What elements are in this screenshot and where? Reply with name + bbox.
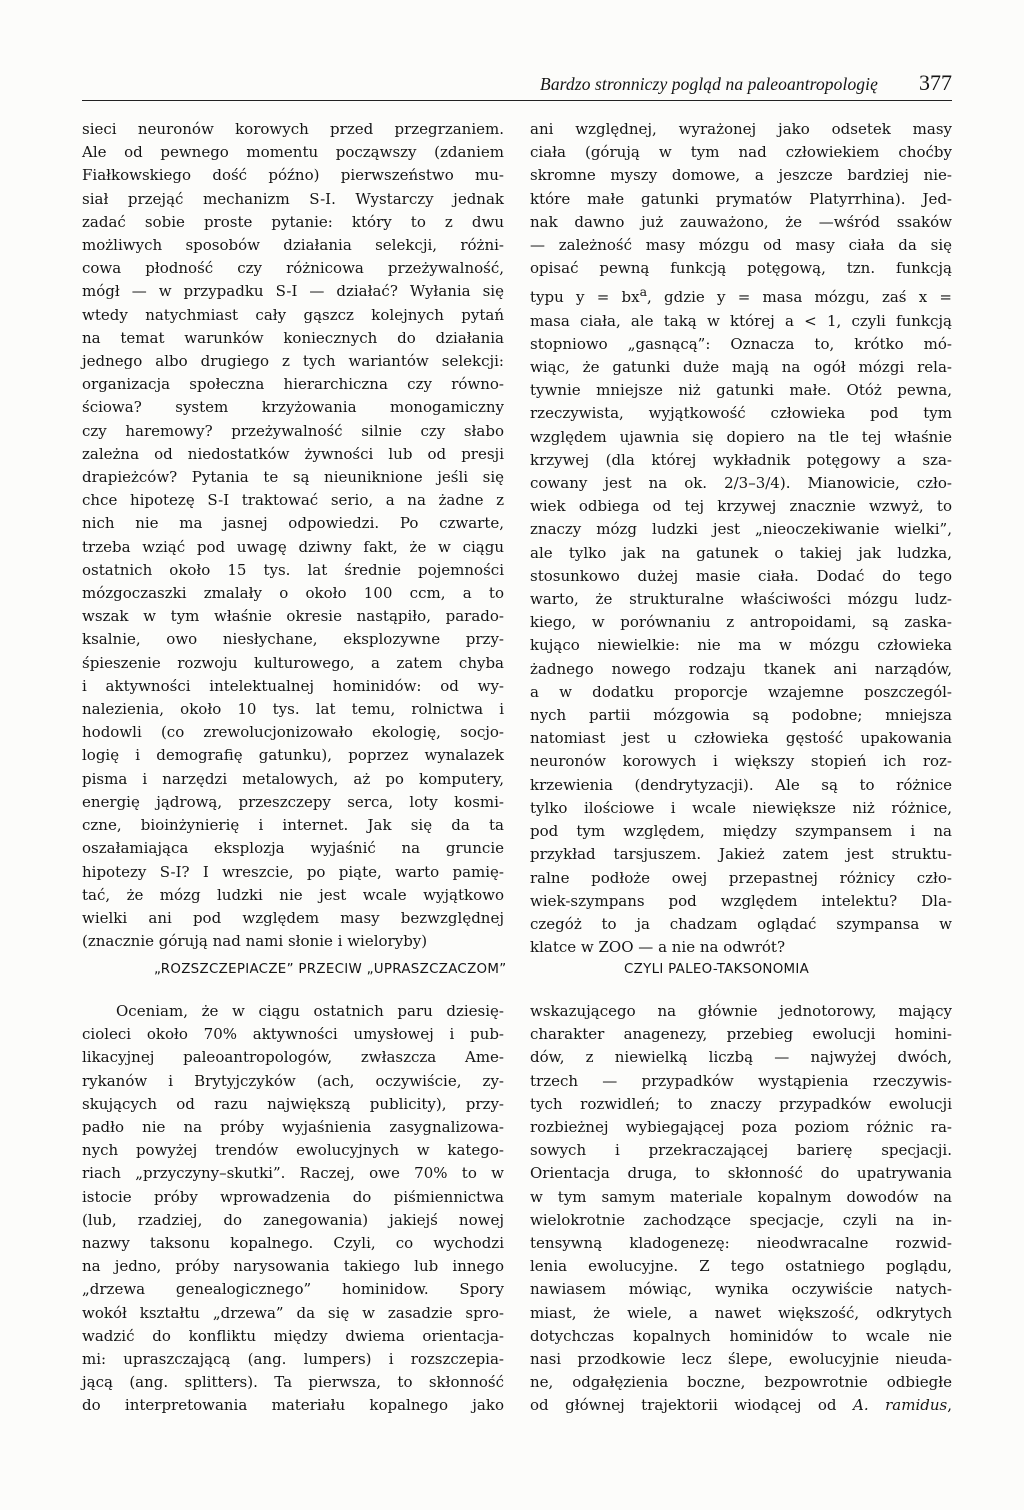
- text-line: logię i demografię gatunku), poprzez wynalazek: [82, 746, 504, 765]
- column-top-right: [530, 118, 952, 959]
- column-bottom-right: [530, 1000, 952, 1418]
- text-line: rozbieżnej wybiegającej poza poziom różnic ra-: [530, 1118, 952, 1137]
- section-heading-main: „ROZSZCZEPIACZE” PRZECIW „UPRASZCZACZOM”: [154, 962, 507, 977]
- text-line: dów, z niewielką liczbą — najwyżej dwóch,: [530, 1048, 952, 1067]
- text-line: tych rozwidleń; to znaczy przypadków ewolucji: [530, 1094, 952, 1113]
- text-line: skujących od razu największą publicity), przy-: [82, 1094, 504, 1113]
- column-top-left: [82, 118, 504, 953]
- text-line: czegóż to ja chadzam oglądać szympansa w: [530, 914, 952, 933]
- text-line: jącą (ang. splitters). Ta pierwsza, to skłonność: [82, 1373, 504, 1392]
- text-line: organizacja społeczna hierarchiczna czy równo-: [82, 375, 504, 394]
- text-line: likacyjnej paleoantropologów, zwłaszcza Ame-: [82, 1048, 504, 1067]
- text-line: oszałamiająca eksplozja wyjaśnić na gruncie: [82, 839, 504, 858]
- text-line: skromne myszy domowe, a jeszcze bardziej nie-: [530, 166, 952, 185]
- text-line: ralne podłoże owej przepastnej różnicy czło-: [530, 868, 952, 887]
- text-line: wielki ani pod względem masy bezwzględnej: [82, 908, 504, 927]
- text-line: cowany jest na ok. 2/3–3/4). Mianowicie, czło-: [530, 474, 952, 493]
- text-line: nich nie ma jasnej odpowiedzi. Po czwarte,: [82, 514, 504, 533]
- text-line: kująco niewielkie: nie ma w mózgu człowieka: [530, 636, 952, 655]
- text-line: możliwych sposobów działania selekcji, różni-: [82, 236, 504, 255]
- text-line: drapieżców? Pytania te są nieuniknione jeśli się: [82, 468, 504, 487]
- text-line: istocie próby wprowadzenia do piśmiennictwa: [82, 1187, 504, 1206]
- text-line: nasi przodkowie lecz ślepe, ewolucyjnie nieuda-: [530, 1350, 952, 1369]
- text-line: warto, że strukturalne właściwości mózgu ludz-: [530, 590, 952, 609]
- text-line: w tym samym materiale kopalnym dowodów na: [530, 1187, 952, 1206]
- text-line: Oceniam, że w ciągu ostatnich paru dziesię-: [116, 1002, 504, 1020]
- text-line: opisać pewną funkcją potęgową, tzn. funkcją: [530, 259, 952, 278]
- text-line: stopniowo „gasnącą”: Oznacza to, krótko mó-: [530, 334, 952, 353]
- text-line: krzewienia (dendrytyzacji). Ale są to różnice: [530, 775, 952, 794]
- text-line: wokół kształtu „drzewa” da się w zasadzie spro-: [82, 1303, 504, 1322]
- text-line: sieci neuronów korowych przed przegrzaniem.: [82, 120, 504, 138]
- text-line: stosunkowo dużej masie ciała. Dodać do tego: [530, 566, 952, 585]
- text-line: dotychczas kopalnych hominidów to wcale nie: [530, 1326, 952, 1345]
- text-line: tywnie mniejsze niż gatunki małe. Otóż pewna,: [530, 381, 952, 400]
- text-line: wielokrotnie zachodzące specjacje, czyli na in-: [530, 1210, 952, 1229]
- text-line: przykład tarsjuszem. Jakież zatem jest struktu-: [530, 845, 952, 864]
- page-number: 377: [919, 70, 952, 95]
- text-line: wszak w tym właśnie okresie nastąpiło, parado-: [82, 607, 504, 626]
- text-line: cioleci około 70% aktywności umysłowej i pub-: [82, 1025, 504, 1044]
- text-line: jednego albo drugiego z tych wariantów selekcji:: [82, 352, 504, 371]
- text-line: Ale od pewnego momentu począwszy (zdaniem: [82, 143, 504, 162]
- text-line: charakter anagenezy, przebieg ewolucji homini-: [530, 1025, 952, 1044]
- text-line: mi: upraszczającą (ang. lumpers) i rozszczepia-: [82, 1350, 504, 1369]
- text-line: trzech — przypadków wystąpienia rzeczywis-: [530, 1071, 952, 1090]
- text-line: riach „przyczyny–skutki”. Raczej, owe 70% to w: [82, 1164, 504, 1183]
- text-line: padło nie na próby wyjaśnienia zasygnalizowa-: [82, 1118, 504, 1137]
- text-line: od głównej trajektorii wiodącej od A. ramidus,: [530, 1396, 952, 1415]
- text-line: krzywej (dla której wykładnik potęgowy a sza-: [530, 450, 952, 469]
- text-line: żadnego nowego rodzaju tkanek ani narządów,: [530, 659, 952, 678]
- text-line: nak dawno już zauważono, że —wśród ssaków: [530, 212, 952, 231]
- text-line: tensywną kladogenezę: nieodwracalne rozwid-: [530, 1234, 952, 1253]
- text-line: zadać sobie proste pytanie: który to z dwu: [82, 212, 504, 231]
- text-line: które małe gatunki prymatów Platyrrhina). Jed-: [530, 189, 952, 208]
- text-line: wiąc, że gatunki duże mają na ogół mózgi rela-: [530, 358, 952, 377]
- text-line: siał przejąć mechanizm S-I. Wystarczy jednak: [82, 189, 504, 208]
- text-line: ściowa? system krzyżowania monogamiczny: [82, 398, 504, 417]
- text-line: nych partii mózgowia są podobne; mniejsza: [530, 706, 952, 725]
- text-line: śpieszenie rozwoju kulturowego, a zatem chyba: [82, 653, 504, 672]
- text-line: masa ciała, ale taką w której a < 1, czyli funkcją: [530, 311, 952, 330]
- text-line: miast, że wiele, a nawet większość, odkrytych: [530, 1303, 952, 1322]
- text-line: wiek odbiega od tej krzywej znacznie wzwyż, to: [530, 497, 952, 516]
- text-line: rzeczywista, wyjątkowość człowieka pod tym: [530, 404, 952, 423]
- text-line: wtedy natychmiast cały gąszcz kolejnych pytań: [82, 305, 504, 324]
- text-line: chce hipotezę S-I traktować serio, a na żadne z: [82, 491, 504, 510]
- text-line: pisma i narzędzi metalowych, aż po komputery,: [82, 769, 504, 788]
- text-line: typu $y = bx^a$, gdzie y = masa mózgu, zaś x =: [530, 284, 952, 307]
- text-line: i aktywności intelektualnej hominidów: od wy-: [82, 676, 504, 695]
- text-line: czne, bioinżynierię i internet. Jak się da ta: [82, 816, 504, 835]
- text-line: nazwy taksonu kopalnego. Czyli, co wychodzi: [82, 1234, 504, 1253]
- text-line: pod tym względem, między szympansem i na: [530, 822, 952, 841]
- text-line: sowych i przekraczającej barierę specjacji.: [530, 1141, 952, 1160]
- text-line: ale tylko jak na gatunek o takiej jak ludzka,: [530, 543, 952, 562]
- text-line: mózgoczaszki zmalały o około 100 ccm, a to: [82, 584, 504, 603]
- text-line: trzeba wziąć pod uwagę dziwny fakt, że w ciągu: [82, 537, 504, 556]
- text-line: cowa płodność czy różnicowa przeżywalność,: [82, 259, 504, 278]
- text-line: ostatnich około 15 tys. lat średnie pojemności: [82, 560, 504, 579]
- text-line: ne, odgałęzienia boczne, bezpowrotnie odbiegłe: [530, 1373, 952, 1392]
- text-line: — zależność masy mózgu od masy ciała da się: [530, 236, 952, 255]
- text-line: wadzić do konfliktu między dwiema orientacja-: [82, 1326, 504, 1345]
- text-line: nawiasem mówiąc, wynika oczywiście natych-: [530, 1280, 952, 1299]
- text-line: hodowli (co zrewolucjonizowało ekologię, socjo-: [82, 723, 504, 742]
- text-line: tać, że mózg ludzki nie jest wcale wyjątkowo: [82, 885, 504, 904]
- text-line: znaczy mózg ludzki jest „nieoczekiwanie wielki”,: [530, 520, 952, 539]
- text-line: ciała (górują w tym nad człowiekiem choćby: [530, 143, 952, 162]
- text-line: do interpretowania materiału kopalnego jako: [82, 1396, 504, 1415]
- text-line: energię jądrową, przeszczepy serca, loty kosmi-: [82, 792, 504, 811]
- running-title: Bardzo stronniczy pogląd na paleoantropologię: [540, 74, 878, 94]
- text-line: nalezienia, około 10 tys. lat temu, rolnictwa i: [82, 700, 504, 719]
- text-line: kiego, w porównaniu z antropoidami, są zaska-: [530, 613, 952, 632]
- text-line: Fiałkowskiego dość późno) pierwszeństwo mu-: [82, 166, 504, 185]
- text-line: Orientacja druga, to skłonność do upatrywania: [530, 1164, 952, 1183]
- text-line: „drzewa genealogicznego” hominidow. Spory: [82, 1280, 504, 1299]
- text-line: wskazującego na głównie jednotorowy, mający: [530, 1002, 952, 1020]
- text-line: hipotezy S-I? I wreszcie, po piąte, warto pamię-: [82, 862, 504, 881]
- text-line: wiek-szympans pod względem intelektu? Dla-: [530, 891, 952, 910]
- text-line: względem ujawnia się dopiero na tle tej właśnie: [530, 427, 952, 446]
- section-heading-sub: CZYLI PALEO-TAKSONOMIA: [624, 962, 810, 977]
- text-line: czy haremowy? przeżywalność silnie czy słabo: [82, 421, 504, 440]
- text-line: (znacznie górują nad nami słonie i wieloryby): [82, 932, 428, 951]
- text-line: ani względnej, wyrażonej jako odsetek masy: [530, 120, 952, 138]
- text-line: zależna od niedostatków żywności lub od presji: [82, 444, 504, 463]
- text-line: na jedno, próby narysowania takiego lub innego: [82, 1257, 504, 1276]
- text-line: tylko ilościowe i wcale niewiększe niż różnice,: [530, 798, 952, 817]
- text-line: klatce w ZOO — a nie na odwrót?: [530, 938, 785, 957]
- text-line: ksalnie, owo niesłychane, eksplozywne przy-: [82, 630, 504, 649]
- text-line: rykanów i Brytyjczyków (ach, oczywiście, zy-: [82, 1071, 504, 1090]
- column-bottom-left: [82, 1000, 504, 1418]
- text-line: mógł — w przypadku S-I — działać? Wyłania się: [82, 282, 504, 301]
- text-line: (lub, rzadziej, do zanegowania) jakiejś nowej: [82, 1210, 504, 1229]
- text-line: na temat warunków koniecznych do działania: [82, 328, 504, 347]
- text-line: natomiast jest u człowieka gęstość upakowania: [530, 729, 952, 748]
- running-header: [82, 70, 952, 101]
- text-line: a w dodatku proporcje wzajemne poszczegól-: [530, 682, 952, 701]
- text-line: neuronów korowych i większy stopień ich roz-: [530, 752, 952, 771]
- text-line: nych powyżej trendów ewolucyjnych w katego-: [82, 1141, 504, 1160]
- text-line: lenia ewolucyjne. Z tego ostatniego poglądu,: [530, 1257, 952, 1276]
